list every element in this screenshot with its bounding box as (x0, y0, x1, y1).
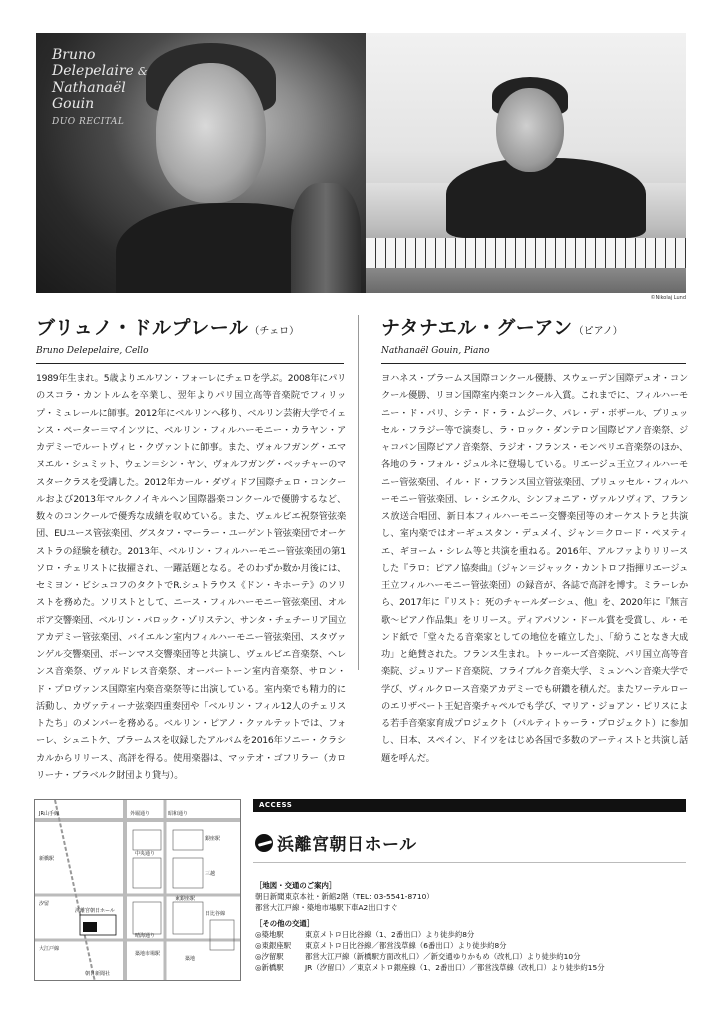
artist-name: ブリュノ・ドルプレール (36, 317, 249, 339)
map-label: 東銀座駅 (175, 896, 196, 902)
map-label: 外堀通り (130, 811, 151, 817)
title-line: Nathanaël (52, 80, 126, 96)
address-line: 都営大江戸線・築地市場駅下車A2出口すぐ (255, 903, 398, 913)
bio-piano (381, 370, 688, 767)
map-label: 三越 (205, 871, 216, 877)
title-line: Gouin (52, 96, 95, 112)
route-text: 都営大江戸線（新橋駅方面改札口）／新交通ゆりかもめ（改札口）より徒歩約10分 (305, 952, 581, 962)
column-divider (358, 315, 359, 670)
cello (291, 183, 361, 293)
photo-cellist (36, 33, 366, 293)
transit-route (255, 940, 605, 951)
map-label: 昭和通り (168, 811, 189, 817)
transit-route (255, 951, 605, 962)
photo-credit: ©Nikolaj Lund (650, 295, 686, 301)
hero-title (52, 47, 148, 130)
artist-header-cello (36, 313, 299, 356)
address-line: 朝日新聞東京本社・新館2階（TEL: 03-5541-8710） (255, 892, 434, 902)
hero-subtitle: DUO RECITAL (52, 117, 125, 127)
map-label: 日比谷線 (205, 911, 226, 917)
station-name: ◎東銀座駅 (255, 941, 292, 951)
transit-route (255, 929, 605, 940)
map-label: JR山手線 (39, 811, 59, 817)
artist-role: （ピアノ） (573, 326, 623, 337)
hero-photo (36, 33, 686, 293)
venue-logo-icon (255, 834, 273, 852)
bio-cello (36, 370, 346, 784)
map-label: 築地 (185, 956, 196, 962)
transit-route (255, 962, 605, 973)
pianist-face (496, 88, 564, 172)
venue-logo (255, 830, 417, 855)
title-line: Delepelaire (52, 63, 134, 79)
access-map (34, 799, 241, 981)
artist-name: ナタナエル・グーアン (381, 317, 573, 339)
bio-text: ヨハネス・ブラームス国際コンクール優勝、スウェーデン国際デュオ・コンクール優勝、リヨン国際室内楽コンクール入賞。これまでに、フィルハーモニー・ド・パリ、シテ・ド・ラ・ムジーク、パレ・デ・ボザール、ブリュッセル・フラジー等で演奏し、ラ・ロック・ダンテロン国際ピアノ音楽祭、ジャコバン国際ピアノ音楽祭、ラジオ・フランス・モンペリエ音楽祭のほか、各地のラ・フォル・ジュルネに登場している。リエージュ王立フィルハーモニー管弦楽団、イル・ド・フランス国立管弦楽団、ブリュッセル・フィルハーモニー管弦楽団、レ・シエクル、シンフォニア・ヴァルソヴィア、フランス放送合唱団、新日本フィルハーモニー交響楽団等のオーケストラと共演し、室内楽ではオーギュスタン・デュメイ、ジャン＝クロード・ペヌティエ、ギヨーム・シレム等と共演を重ねる。2016年、アルファよりリリースした『ラロ：ピアノ協奏曲』（ジャン＝ジャック・カントロフ指揮リエージュ王立フィルハーモニー管弦楽団）の録音が、各誌で高評を博す。ミラーレから、2017年に『リスト：死のチャールダーシュ、他』を、2020年に『無言歌〜ピアノ作品集』をリリース。ディアパソン・ドール賞を受賞し、ル・モンド紙で「堂々たる音楽家としての地位を確立した」、「紛うことなき大成功」と絶賛された。フランス生まれ。トゥールーズ音楽院、パリ国立高等音楽院、ジュリアード音楽院、フライブルク音楽大学、ミュンヘン音楽大学で学び、ヴィルクロース音楽アカデミーでも研鑽を積んだ。またワーテルローのエリザベート王妃音楽チャペルでも学び、マリア・ジョアン・ピリスによる若手音楽家育成プロジェクト（パルティトゥーラ・プロジェクト）に参加し、日本、スペイン、ドイツをはじめ各国で多数のアーティストと共演し話題を呼んだ。 (381, 373, 688, 764)
pianist-body (446, 158, 646, 238)
map-label: 中央通り (135, 851, 156, 857)
map-label: 汐留 (39, 901, 50, 907)
route-text: JR（汐留口）／東京メトロ銀座線（1、2番出口）／都営浅草線（改札口）より徒歩約15分 (305, 963, 605, 973)
station-name: ◎築地駅 (255, 929, 284, 939)
map-label: 銀座駅 (205, 836, 221, 842)
map-label: 大江戸線 (39, 946, 60, 952)
transit-heading: ［その他の交通］ (255, 918, 315, 928)
map-label: 浜離宮朝日ホール (75, 908, 115, 914)
map-label: 築地市場駅 (135, 951, 161, 957)
artist-name-en: Bruno Delepelaire, Cello (36, 346, 149, 356)
route-text: 東京メトロ日比谷線／都営浅草線（6番出口）より徒歩約8分 (305, 941, 507, 951)
route-text: 東京メトロ日比谷線（1、2番出口）より徒歩約8分 (305, 929, 475, 939)
station-name: ◎汐留駅 (255, 952, 284, 962)
section-rule (36, 363, 344, 364)
divider (253, 862, 686, 863)
map-label: 新橋駅 (39, 856, 55, 862)
title-amp: & (137, 65, 148, 78)
artist-name-en: Nathanaël Gouin, Piano (381, 346, 490, 356)
bio-text: 1989年生まれ。5歳よりエルワン・フォーレにチェロを学ぶ。2008年にパリのスコラ・カントルムを卒業し、翌年よりパリ国立高等音楽院でフィリップ・ミュレールに師事。2012年にベルリンへ移り、ベルリン芸術大学でイェンス・ペーター＝マインツに、ベルリン・フィルハーモニー・カラヤン・アカデミーでルートヴィヒ・クヴァントに師事。また、ヴォルフガング・エマヌエル・シュミット、ウェン＝シン・ヤン、ヴォルフガング・ベッチャーのマスタークラスを受講した。2012年カール・ダヴィドフ国際チェロ・コンクールおよび2013年マルクノイキルヘン国際器楽コンクールで優勝するなど、数々のコンクールで優秀な成績を収めている。また、ヴェルビエ祝祭管弦楽団、EUユース管弦楽団、グスタフ・マーラー・ユーゲント管弦楽団でオーケストラの経験を積む。2013年、ベルリン・フィルハーモニー管弦楽団の第1ソロ・チェリストに抜擢され、一躍話題となる。そのわずか数か月後には、セミヨン・ビシュコフのタクトでR.シュトラウス《ドン・キホーテ》のソリストを務めた。ソリストとして、ニース・フィルハーモニー管弦楽団、オルポア交響楽団、ベルリン・バロック・ゾリステン、サンタ・チェチーリア国立アカデミー管弦楽団、バイエルン室内フィルハーモニー管弦楽団、スタヴァンゲル交響楽団、ボーンマス交響楽団等と共演し、ヴェルビエ音楽祭、ヘレンス音楽祭、ヴァルドレス音楽祭、オーバートーン室内音楽祭、サロン・ド・プロヴァンス国際室内楽音楽祭等に出演している。室内楽でも精力的に活動し、カヴァティーナ弦楽四重奏団や「ベルリン・フィル12人のチェリストたち」のメンバーを務める。ベルリン・ピアノ・クァルテットでは、フォーレ、シュニトケ、ブラームスを収録したアルバムを2016年ソニー・クラシカルからリリース、高評を得る。使用楽器は、マッテオ・ゴフリラー（カロリーナ・ブラベルク財団より貸与）。 (36, 373, 346, 781)
artist-header-piano (381, 313, 623, 356)
station-name: ◎新橋駅 (255, 963, 284, 973)
map-heading: ［地図・交通のご案内］ (255, 881, 337, 890)
venue-name: 浜離宮朝日ホール (277, 835, 417, 855)
photo-pianist (366, 33, 686, 293)
cellist-face (156, 63, 266, 203)
access-info (255, 880, 605, 974)
piano-keys (366, 238, 686, 268)
artist-role: （チェロ） (249, 326, 300, 337)
map-label: 朝日新聞社 (85, 971, 111, 977)
section-rule (381, 363, 686, 364)
map-label: 晴海通り (135, 933, 156, 939)
access-bar: ACCESS (253, 799, 686, 812)
title-line: Bruno (52, 47, 96, 63)
